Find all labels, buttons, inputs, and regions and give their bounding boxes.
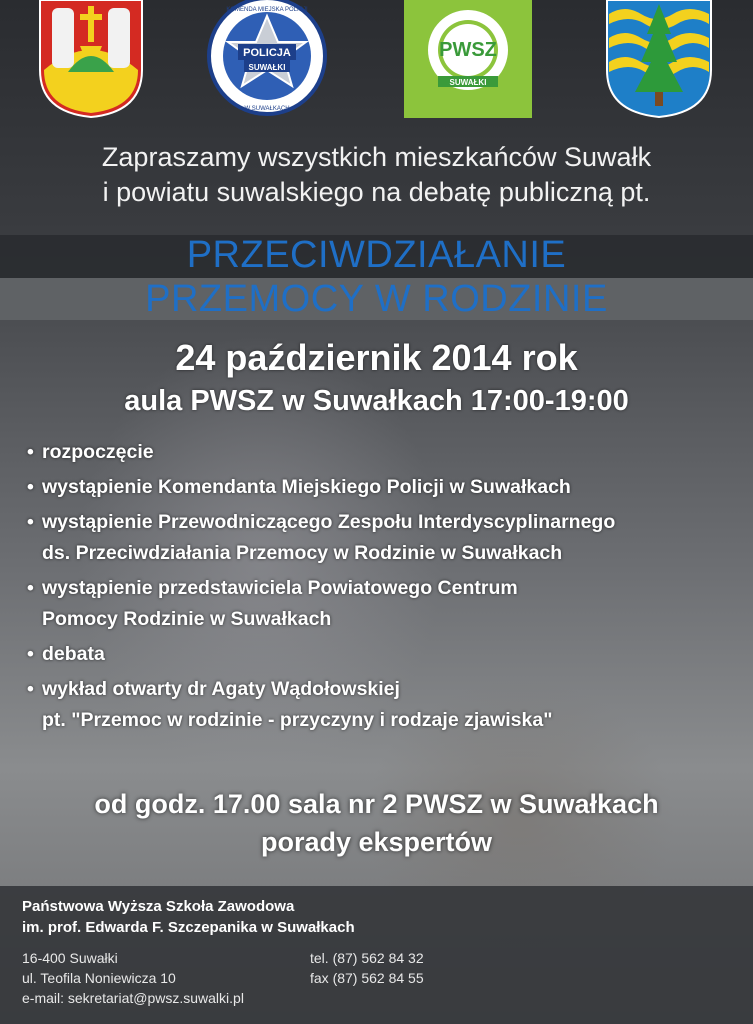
agenda-item: [27, 573, 742, 635]
agenda-item-text-continued: Pomocy Rodzinie w Suwałkach: [42, 608, 332, 630]
institution-name-line-1: Państwowa Wyższa Szkoła Zawodowa: [22, 898, 295, 915]
event-title-line-2: PRZEMOCY W RODZINIE: [145, 278, 608, 320]
agenda-item: [27, 639, 742, 670]
police-badge-icon: [204, 0, 330, 126]
footer: [0, 886, 753, 1024]
email-link[interactable]: e-mail: sekretariat@pwsz.suwalki.pl: [22, 990, 244, 1006]
county-shield-icon: [605, 0, 713, 118]
agenda-item-text: • wystąpienie Przewodniczącego Zespołu Interdyscyplinarnego: [42, 511, 616, 533]
agenda-item: [27, 507, 742, 569]
institution-name-line-2: im. prof. Edwarda F. Szczepanika w Suwałkach: [22, 919, 355, 936]
agenda-item-text-continued: ds. Przeciwdziałania Przemocy w Rodzinie w Suwałkach: [42, 542, 563, 564]
event-place: aula PWSZ w Suwałkach 17:00-19:00: [124, 385, 629, 417]
pwsz-logo-text: PWSZ: [439, 39, 497, 61]
agenda-list: [27, 437, 742, 740]
agenda-item: [27, 674, 742, 736]
suwalki-county-coat-of-arms-logo: [605, 0, 713, 118]
event-title-line-1: PRZECIWDZIAŁANIE: [186, 234, 567, 276]
contact-block: [310, 948, 424, 988]
agenda-item: [27, 437, 742, 468]
pwsz-logo-subtext: SUWAŁKI: [449, 78, 487, 87]
agenda-item: [27, 472, 742, 503]
pwsz-gear-icon: [404, 0, 532, 118]
badge-top-text: KOMENDA MIEJSKA POLICJI: [226, 7, 308, 13]
event-title: [0, 233, 753, 321]
phone-number[interactable]: tel. (87) 562 84 32: [310, 950, 424, 966]
fax-number: fax (87) 562 84 55: [310, 970, 424, 986]
expert-advice-line-1: od godz. 17.00 sala nr 2 PWSZ w Suwałkach: [94, 789, 659, 819]
badge-bottom-text: W SUWAŁKACH: [244, 106, 290, 112]
invitation-line-2: i powiatu suwalskiego na debatę publiczną pt.: [102, 177, 651, 207]
street-address: ul. Teofila Noniewicza 10: [22, 970, 176, 986]
policja-suwalki-badge-logo: [204, 0, 330, 126]
postal-code: 16-400 Suwałki: [22, 950, 118, 966]
expert-advice-info: [0, 785, 753, 861]
expert-advice-line-2: porady ekspertów: [260, 827, 493, 857]
agenda-item-text: • wykład otwarty dr Agaty Wądołowskiej: [42, 678, 400, 700]
agenda-item-text-continued: pt. "Przemoc w rodzinie - przyczyny i rodzaje zjawiska": [42, 709, 553, 731]
pwsz-logo: [404, 0, 532, 118]
agenda-item-text: wystąpienie Komendanta Miejskiego Policji w Suwałkach: [42, 476, 571, 498]
agenda-item-text: debata: [42, 643, 105, 665]
city-shield-icon: [38, 0, 144, 118]
event-date: 24 październik 2014 rok: [175, 337, 578, 378]
invitation-text: [0, 140, 753, 210]
suwalki-city-coat-of-arms-logo: [38, 0, 144, 118]
invitation-line-1: Zapraszamy wszystkich mieszkańców Suwałk: [101, 142, 652, 172]
agenda-item-text: rozpoczęcie: [42, 441, 154, 463]
badge-sub-text: SUWAŁKI: [248, 63, 286, 72]
agenda-item-text: • wystąpienie przedstawiciela Powiatowego Centrum: [42, 577, 518, 599]
badge-main-text: POLICJA: [243, 47, 291, 59]
institution-name: [22, 896, 355, 938]
address-block: [22, 948, 244, 1008]
